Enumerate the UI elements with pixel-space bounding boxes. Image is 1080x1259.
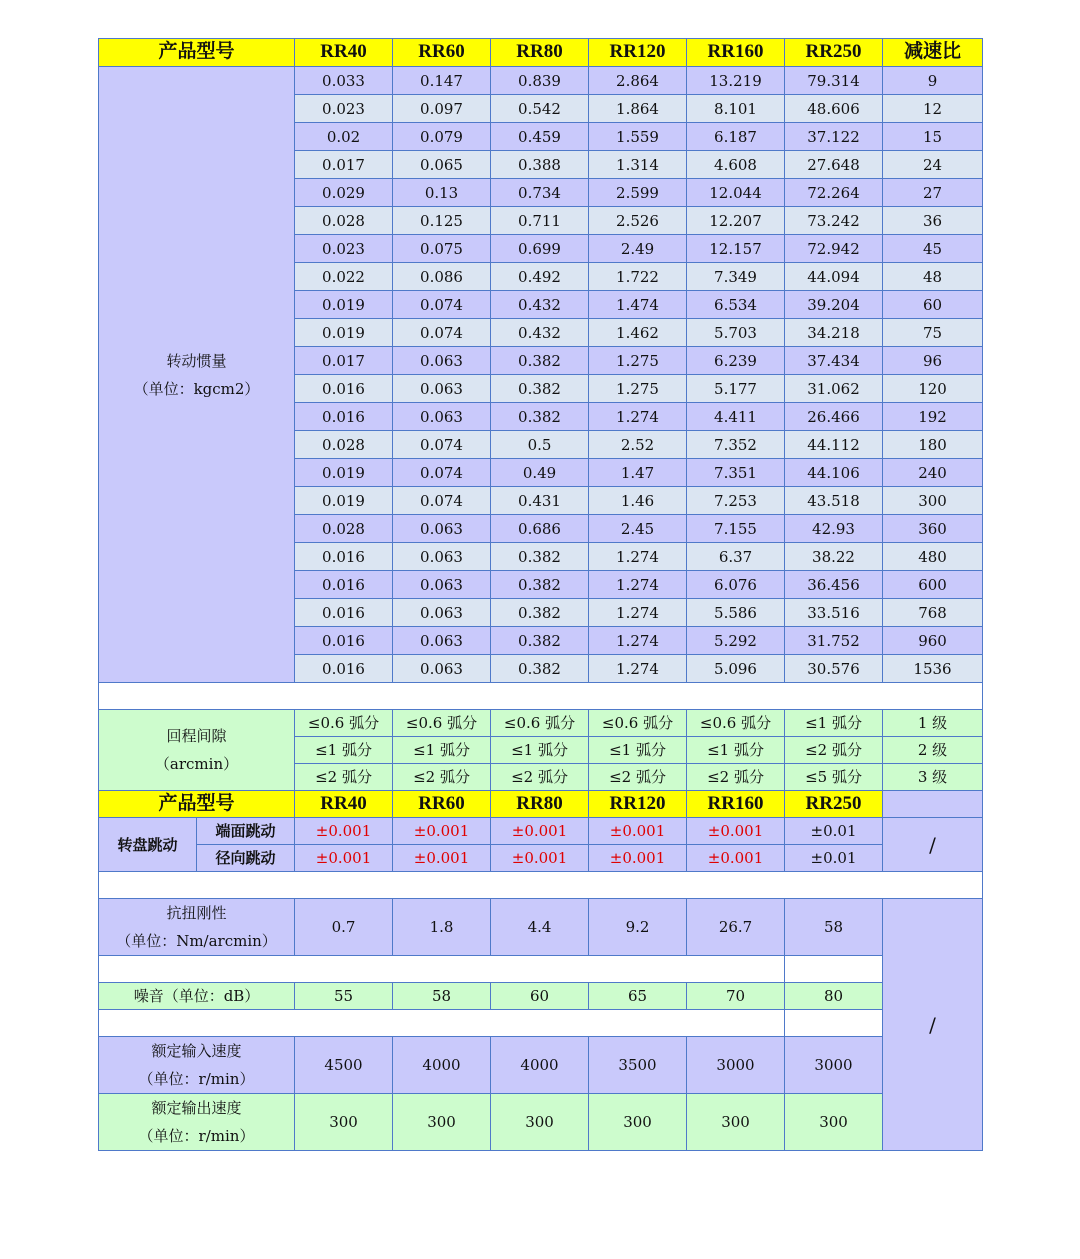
noise-value: 58 <box>393 983 491 1010</box>
inertia-value: 0.065 <box>393 151 491 179</box>
inertia-ratio: 36 <box>883 207 983 235</box>
inertia-value: 0.388 <box>491 151 589 179</box>
input-speed-value: 3500 <box>589 1037 687 1094</box>
inertia-value: 0.029 <box>295 179 393 207</box>
input-speed-value: 3000 <box>687 1037 785 1094</box>
radial-runout-label: 径向跳动 <box>197 845 295 872</box>
inertia-value: 5.292 <box>687 627 785 655</box>
inertia-value: 5.177 <box>687 375 785 403</box>
inertia-value: 1.274 <box>589 627 687 655</box>
inertia-value: 2.526 <box>589 207 687 235</box>
backlash-unit: （arcmin） <box>154 755 239 773</box>
inertia-value: 0.033 <box>295 67 393 95</box>
model-header-2-rr250: RR250 <box>785 791 883 818</box>
input-speed-unit: （单位：r/min） <box>138 1070 255 1088</box>
inertia-value: 1.47 <box>589 459 687 487</box>
inertia-value: 33.516 <box>785 599 883 627</box>
inertia-value: 0.147 <box>393 67 491 95</box>
inertia-value: 2.49 <box>589 235 687 263</box>
inertia-value: 0.017 <box>295 347 393 375</box>
inertia-value: 44.094 <box>785 263 883 291</box>
model-header-2-rr40: RR40 <box>295 791 393 818</box>
stiffness-value: 0.7 <box>295 899 393 956</box>
inertia-value: 0.023 <box>295 235 393 263</box>
inertia-ratio: 15 <box>883 123 983 151</box>
inertia-value: 1.274 <box>589 403 687 431</box>
stiffness-value: 4.4 <box>491 899 589 956</box>
inertia-ratio: 960 <box>883 627 983 655</box>
backlash-value: ≤2 弧分 <box>295 764 393 791</box>
table-row <box>99 683 983 710</box>
inertia-value: 0.016 <box>295 599 393 627</box>
inertia-value: 44.112 <box>785 431 883 459</box>
backlash-value: ≤0.6 弧分 <box>393 710 491 737</box>
backlash-value: ≤0.6 弧分 <box>687 710 785 737</box>
inertia-value: 0.075 <box>393 235 491 263</box>
stiffness-value: 1.8 <box>393 899 491 956</box>
inertia-value: 0.13 <box>393 179 491 207</box>
inertia-value: 31.062 <box>785 375 883 403</box>
input-speed-value: 3000 <box>785 1037 883 1094</box>
inertia-value: 0.016 <box>295 543 393 571</box>
inertia-value: 12.207 <box>687 207 785 235</box>
inertia-value: 0.063 <box>393 347 491 375</box>
table-row <box>99 845 983 872</box>
input-speed-value: 4500 <box>295 1037 393 1094</box>
input-speed-label <box>99 1037 295 1094</box>
inertia-ratio: 240 <box>883 459 983 487</box>
inertia-value: 2.599 <box>589 179 687 207</box>
inertia-ratio: 480 <box>883 543 983 571</box>
backlash-grade: 1 级 <box>883 710 983 737</box>
inertia-value: 0.074 <box>393 431 491 459</box>
output-speed-value: 300 <box>295 1094 393 1151</box>
inertia-value: 0.074 <box>393 459 491 487</box>
inertia-value: 0.5 <box>491 431 589 459</box>
inertia-ratio: 12 <box>883 95 983 123</box>
face-runout-value: ±0.001 <box>295 818 393 845</box>
spacer-row <box>99 872 983 899</box>
spacer-cell <box>99 956 785 983</box>
output-speed-value: 300 <box>589 1094 687 1151</box>
inertia-value: 72.942 <box>785 235 883 263</box>
backlash-label <box>99 710 295 791</box>
inertia-value: 0.079 <box>393 123 491 151</box>
inertia-value: 0.016 <box>295 655 393 683</box>
radial-runout-value: ±0.001 <box>393 845 491 872</box>
inertia-value: 0.432 <box>491 319 589 347</box>
input-speed-title: 额定输入速度 <box>151 1042 242 1060</box>
inertia-value: 7.352 <box>687 431 785 459</box>
face-runout-label: 端面跳动 <box>197 818 295 845</box>
stiffness-value: 58 <box>785 899 883 956</box>
backlash-value: ≤2 弧分 <box>589 764 687 791</box>
inertia-value: 0.382 <box>491 655 589 683</box>
inertia-value: 1.274 <box>589 599 687 627</box>
inertia-ratio: 360 <box>883 515 983 543</box>
inertia-value: 6.37 <box>687 543 785 571</box>
inertia-value: 44.106 <box>785 459 883 487</box>
inertia-value: 0.074 <box>393 291 491 319</box>
inertia-value: 37.434 <box>785 347 883 375</box>
model-header-2-rr60: RR60 <box>393 791 491 818</box>
inertia-value: 0.711 <box>491 207 589 235</box>
inertia-value: 38.22 <box>785 543 883 571</box>
inertia-value: 0.074 <box>393 319 491 347</box>
inertia-value: 0.028 <box>295 207 393 235</box>
inertia-value: 0.382 <box>491 403 589 431</box>
table-row <box>99 1010 983 1037</box>
inertia-value: 0.382 <box>491 571 589 599</box>
output-speed-value: 300 <box>785 1094 883 1151</box>
inertia-value: 12.157 <box>687 235 785 263</box>
backlash-value: ≤2 弧分 <box>687 764 785 791</box>
inertia-value: 37.122 <box>785 123 883 151</box>
inertia-value: 0.382 <box>491 375 589 403</box>
model-header-2-rr120: RR120 <box>589 791 687 818</box>
stiffness-label <box>99 899 295 956</box>
inertia-value: 1.275 <box>589 375 687 403</box>
backlash-grade: 2 级 <box>883 737 983 764</box>
inertia-value: 0.016 <box>295 627 393 655</box>
backlash-value: ≤1 弧分 <box>295 737 393 764</box>
model-header-2-rr160: RR160 <box>687 791 785 818</box>
inertia-value: 2.864 <box>589 67 687 95</box>
inertia-value: 7.349 <box>687 263 785 291</box>
inertia-value: 6.239 <box>687 347 785 375</box>
stiffness-title: 抗扭刚性 <box>166 904 227 922</box>
inertia-value: 0.028 <box>295 431 393 459</box>
model-header-rr40: RR40 <box>295 39 393 67</box>
table-row <box>99 872 983 899</box>
output-speed-unit: （单位：r/min） <box>138 1127 255 1145</box>
inertia-value: 0.016 <box>295 375 393 403</box>
inertia-value: 39.204 <box>785 291 883 319</box>
inertia-value: 0.019 <box>295 459 393 487</box>
backlash-grade: 3 级 <box>883 764 983 791</box>
inertia-value: 6.187 <box>687 123 785 151</box>
inertia-value: 2.52 <box>589 431 687 459</box>
radial-runout-value: ±0.001 <box>589 845 687 872</box>
radial-runout-value: ±0.001 <box>491 845 589 872</box>
inertia-value: 0.839 <box>491 67 589 95</box>
inertia-ratio: 96 <box>883 347 983 375</box>
inertia-value: 1.559 <box>589 123 687 151</box>
inertia-value: 0.016 <box>295 403 393 431</box>
inertia-ratio: 192 <box>883 403 983 431</box>
radial-runout-value: ±0.01 <box>785 845 883 872</box>
face-runout-value: ±0.001 <box>393 818 491 845</box>
backlash-value: ≤2 弧分 <box>785 737 883 764</box>
noise-value: 60 <box>491 983 589 1010</box>
inertia-ratio: 27 <box>883 179 983 207</box>
inertia-ratio: 600 <box>883 571 983 599</box>
runout-slash: / <box>883 818 983 872</box>
inertia-value: 12.044 <box>687 179 785 207</box>
inertia-value: 7.351 <box>687 459 785 487</box>
spec-table <box>98 38 983 1151</box>
ratio-header: 减速比 <box>883 39 983 67</box>
noise-value: 65 <box>589 983 687 1010</box>
inertia-value: 1.462 <box>589 319 687 347</box>
bottom-slash: / <box>883 899 983 1151</box>
inertia-value: 34.218 <box>785 319 883 347</box>
inertia-value: 7.253 <box>687 487 785 515</box>
inertia-value: 2.45 <box>589 515 687 543</box>
model-header-rr160: RR160 <box>687 39 785 67</box>
inertia-ratio: 24 <box>883 151 983 179</box>
inertia-value: 1.275 <box>589 347 687 375</box>
backlash-value: ≤0.6 弧分 <box>589 710 687 737</box>
backlash-title: 回程间隙 <box>166 727 227 745</box>
inertia-value: 1.274 <box>589 655 687 683</box>
output-speed-title: 额定输出速度 <box>151 1099 242 1117</box>
inertia-value: 0.492 <box>491 263 589 291</box>
inertia-value: 0.063 <box>393 571 491 599</box>
inertia-ratio: 120 <box>883 375 983 403</box>
inertia-value: 0.459 <box>491 123 589 151</box>
inertia-value: 48.606 <box>785 95 883 123</box>
inertia-value: 0.063 <box>393 599 491 627</box>
inertia-value: 8.101 <box>687 95 785 123</box>
inertia-value: 0.063 <box>393 515 491 543</box>
output-speed-value: 300 <box>491 1094 589 1151</box>
backlash-value: ≤1 弧分 <box>687 737 785 764</box>
stiffness-value: 26.7 <box>687 899 785 956</box>
spacer-cell <box>785 956 883 983</box>
table-row <box>99 39 983 67</box>
model-header-rr60: RR60 <box>393 39 491 67</box>
inertia-value: 36.456 <box>785 571 883 599</box>
inertia-value: 0.023 <box>295 95 393 123</box>
inertia-value: 73.242 <box>785 207 883 235</box>
inertia-ratio: 1536 <box>883 655 983 683</box>
inertia-value: 6.534 <box>687 291 785 319</box>
inertia-value: 1.274 <box>589 571 687 599</box>
inertia-value: 5.586 <box>687 599 785 627</box>
inertia-value: 0.063 <box>393 543 491 571</box>
inertia-ratio: 45 <box>883 235 983 263</box>
inertia-value: 27.648 <box>785 151 883 179</box>
inertia-value: 0.49 <box>491 459 589 487</box>
inertia-value: 0.382 <box>491 599 589 627</box>
inertia-value: 1.864 <box>589 95 687 123</box>
spacer-row <box>99 683 983 710</box>
inertia-value: 1.722 <box>589 263 687 291</box>
inertia-value: 0.125 <box>393 207 491 235</box>
noise-value: 80 <box>785 983 883 1010</box>
inertia-value: 0.097 <box>393 95 491 123</box>
model-header-rr120: RR120 <box>589 39 687 67</box>
output-speed-label <box>99 1094 295 1151</box>
backlash-value: ≤5 弧分 <box>785 764 883 791</box>
inertia-value: 0.074 <box>393 487 491 515</box>
inertia-value: 6.076 <box>687 571 785 599</box>
table-row <box>99 710 983 737</box>
inertia-value: 0.016 <box>295 571 393 599</box>
inertia-value: 0.382 <box>491 627 589 655</box>
output-speed-value: 300 <box>393 1094 491 1151</box>
inertia-value: 1.314 <box>589 151 687 179</box>
inertia-value: 13.219 <box>687 67 785 95</box>
product-model-header: 产品型号 <box>99 39 295 67</box>
inertia-value: 30.576 <box>785 655 883 683</box>
inertia-value: 0.017 <box>295 151 393 179</box>
header-blank-cell <box>883 791 983 818</box>
table-row <box>99 818 983 845</box>
input-speed-value: 4000 <box>491 1037 589 1094</box>
table-row <box>99 983 983 1010</box>
inertia-value: 0.542 <box>491 95 589 123</box>
inertia-value: 1.474 <box>589 291 687 319</box>
inertia-value: 5.096 <box>687 655 785 683</box>
backlash-value: ≤0.6 弧分 <box>295 710 393 737</box>
inertia-ratio: 75 <box>883 319 983 347</box>
face-runout-value: ±0.01 <box>785 818 883 845</box>
inertia-value: 0.019 <box>295 291 393 319</box>
inertia-value: 0.063 <box>393 655 491 683</box>
inertia-value: 31.752 <box>785 627 883 655</box>
inertia-value: 42.93 <box>785 515 883 543</box>
product-model-header-2: 产品型号 <box>99 791 295 818</box>
input-speed-value: 4000 <box>393 1037 491 1094</box>
inertia-value: 43.518 <box>785 487 883 515</box>
table-row <box>99 791 983 818</box>
output-speed-value: 300 <box>687 1094 785 1151</box>
inertia-ratio: 180 <box>883 431 983 459</box>
table-row <box>99 1037 983 1094</box>
stiffness-value: 9.2 <box>589 899 687 956</box>
inertia-value: 0.382 <box>491 347 589 375</box>
spacer-cell <box>785 1010 883 1037</box>
stiffness-unit: （单位：Nm/arcmin） <box>116 932 277 950</box>
model-header-rr80: RR80 <box>491 39 589 67</box>
table-row <box>99 67 983 95</box>
inertia-value: 0.02 <box>295 123 393 151</box>
inertia-ratio: 60 <box>883 291 983 319</box>
inertia-value: 4.411 <box>687 403 785 431</box>
backlash-value: ≤1 弧分 <box>491 737 589 764</box>
runout-label: 转盘跳动 <box>99 818 197 872</box>
noise-value: 55 <box>295 983 393 1010</box>
inertia-label <box>99 67 295 683</box>
noise-label: 噪音（单位：dB） <box>99 983 295 1010</box>
inertia-value: 1.274 <box>589 543 687 571</box>
inertia-ratio: 300 <box>883 487 983 515</box>
inertia-value: 72.264 <box>785 179 883 207</box>
inertia-value: 4.608 <box>687 151 785 179</box>
inertia-value: 26.466 <box>785 403 883 431</box>
inertia-value: 0.382 <box>491 543 589 571</box>
table-row <box>99 956 983 983</box>
inertia-value: 1.46 <box>589 487 687 515</box>
inertia-value: 0.686 <box>491 515 589 543</box>
inertia-value: 79.314 <box>785 67 883 95</box>
backlash-value: ≤1 弧分 <box>589 737 687 764</box>
face-runout-value: ±0.001 <box>589 818 687 845</box>
inertia-value: 7.155 <box>687 515 785 543</box>
noise-value: 70 <box>687 983 785 1010</box>
inertia-title: 转动惯量 <box>166 351 227 370</box>
backlash-value: ≤2 弧分 <box>393 764 491 791</box>
inertia-value: 0.022 <box>295 263 393 291</box>
inertia-value: 5.703 <box>687 319 785 347</box>
inertia-value: 0.019 <box>295 319 393 347</box>
model-header-rr250: RR250 <box>785 39 883 67</box>
backlash-value: ≤1 弧分 <box>785 710 883 737</box>
face-runout-value: ±0.001 <box>491 818 589 845</box>
backlash-value: ≤0.6 弧分 <box>491 710 589 737</box>
face-runout-value: ±0.001 <box>687 818 785 845</box>
spacer-cell <box>99 1010 785 1037</box>
inertia-value: 0.063 <box>393 403 491 431</box>
radial-runout-value: ±0.001 <box>295 845 393 872</box>
spec-table-body <box>99 39 983 1151</box>
inertia-value: 0.699 <box>491 235 589 263</box>
inertia-value: 0.734 <box>491 179 589 207</box>
table-row <box>99 1094 983 1151</box>
radial-runout-value: ±0.001 <box>687 845 785 872</box>
inertia-ratio: 768 <box>883 599 983 627</box>
backlash-value: ≤1 弧分 <box>393 737 491 764</box>
inertia-ratio: 9 <box>883 67 983 95</box>
inertia-value: 0.432 <box>491 291 589 319</box>
inertia-value: 0.028 <box>295 515 393 543</box>
inertia-value: 0.063 <box>393 627 491 655</box>
inertia-ratio: 48 <box>883 263 983 291</box>
model-header-2-rr80: RR80 <box>491 791 589 818</box>
inertia-value: 0.019 <box>295 487 393 515</box>
inertia-value: 0.063 <box>393 375 491 403</box>
inertia-value: 0.431 <box>491 487 589 515</box>
inertia-unit: （单位：kgcm2） <box>133 379 260 398</box>
backlash-value: ≤2 弧分 <box>491 764 589 791</box>
inertia-value: 0.086 <box>393 263 491 291</box>
table-row <box>99 899 983 956</box>
